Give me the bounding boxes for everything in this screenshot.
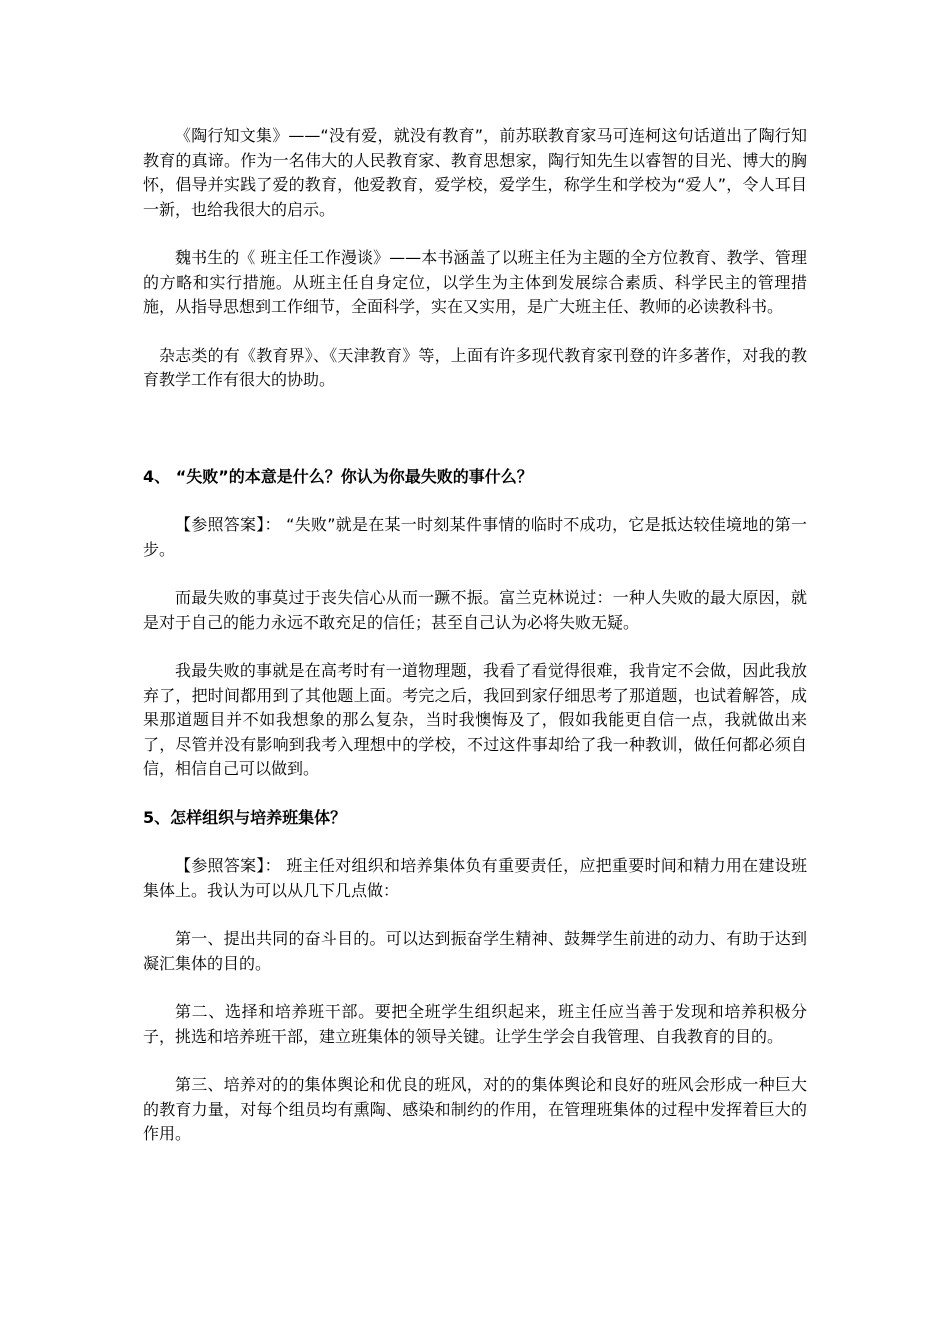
question-5-point-1: 第一、提出共同的奋斗目的。可以达到振奋学生精神、鼓舞学生前进的动力、有助于达到凝汇集体的目的。: [143, 929, 807, 973]
answer-text: 班主任对组织和培养集体负有重要责任，应把重要时间和精力用在建设班集体上。我认为可以从几下几点做：: [143, 856, 807, 900]
paragraph-wei-shusheng: [143, 246, 807, 320]
question-4-paragraph-3: 我最失败的事就是在高考时有一道物理题，我看了看觉得很难，我肯定不会做，因此我放弃了，把时间都用到了其他题上面。考完之后，我回到家仔细思考了那道题，也试着解答，成果那道题目并不如我想象的那么复杂，当时我懊悔及了，假如我能更自信一点，我就做出来了，尽管并没有影响到我考入理想中的学校，不过这件事却给了我一种教训，做任何都必须自信，相信自己可以做到。: [143, 661, 807, 778]
question-4-answer: [143, 513, 807, 562]
paragraph-text: 杂志类的有《教育界》、《天津教育》等，上面有许多现代教育家刊登的许多著作，对我的教育教学工作有很大的协助。: [143, 345, 807, 389]
document-page: [143, 124, 807, 1147]
paragraph-tao-xingzhi: [143, 124, 807, 222]
question-5-point-2: 第二、选择和培养班干部。要把全班学生组织起来，班主任应当善于发现和培养积极分子，挑选和培养班干部，建立班集体的领导关键。让学生学会自我管理、自我教育的目的。: [143, 1002, 807, 1046]
question-4-paragraph-2: 而最失败的事莫过于丧失信心从而一蹶不振。富兰克林说过：一种人失败的最大原因，就是对于自己的能力永远不敢充足的信任；甚至自己认为必将失败无疑。: [143, 588, 807, 632]
question-5-answer: [143, 854, 807, 903]
paragraph-magazines: [143, 344, 807, 393]
answer-label: 【参照答案】：: [175, 856, 281, 875]
question-4-title: 4、 “失败”的本意是什么？你认为你最失败的事什么？: [143, 466, 533, 486]
paragraph-text: 魏书生的《 班主任工作漫谈》——本书涵盖了以班主任为主题的全方位教育、教学、管理的方略和实行措施。从班主任自身定位，以学生为主体到发展综合素质、科学民主的管理措施，从指导思想到工作细节，全面科学，实在又实用，是广大班主任、教师的必读教科书。: [143, 248, 807, 316]
answer-label: 【参照答案】：: [175, 515, 281, 534]
question-5-title: 5、怎样组织与培养班集体？: [143, 807, 347, 827]
answer-text: “失败”就是在某一时刻某件事情的临时不成功，它是抵达较佳境地的第一步。: [143, 515, 807, 559]
question-5-point-3: 第三、培养对的的集体舆论和优良的班风，对的的集体舆论和良好的班风会形成一种巨大的教育力量，对每个组员均有熏陶、感染和制约的作用，在管理班集体的过程中发挥着巨大的作用。: [143, 1075, 807, 1143]
paragraph-text: 《陶行知文集》——“没有爱，就没有教育”，前苏联教育家马可连柯这句话道出了陶行知教育的真谛。作为一名伟大的人民教育家、教育思想家，陶行知先生以睿智的目光、博大的胸怀，倡导并实践了爱的教育，他爱教育，爱学校，爱学生，称学生和学校为“爱人”，令人耳目一新，也给我很大的启示。: [143, 126, 807, 219]
